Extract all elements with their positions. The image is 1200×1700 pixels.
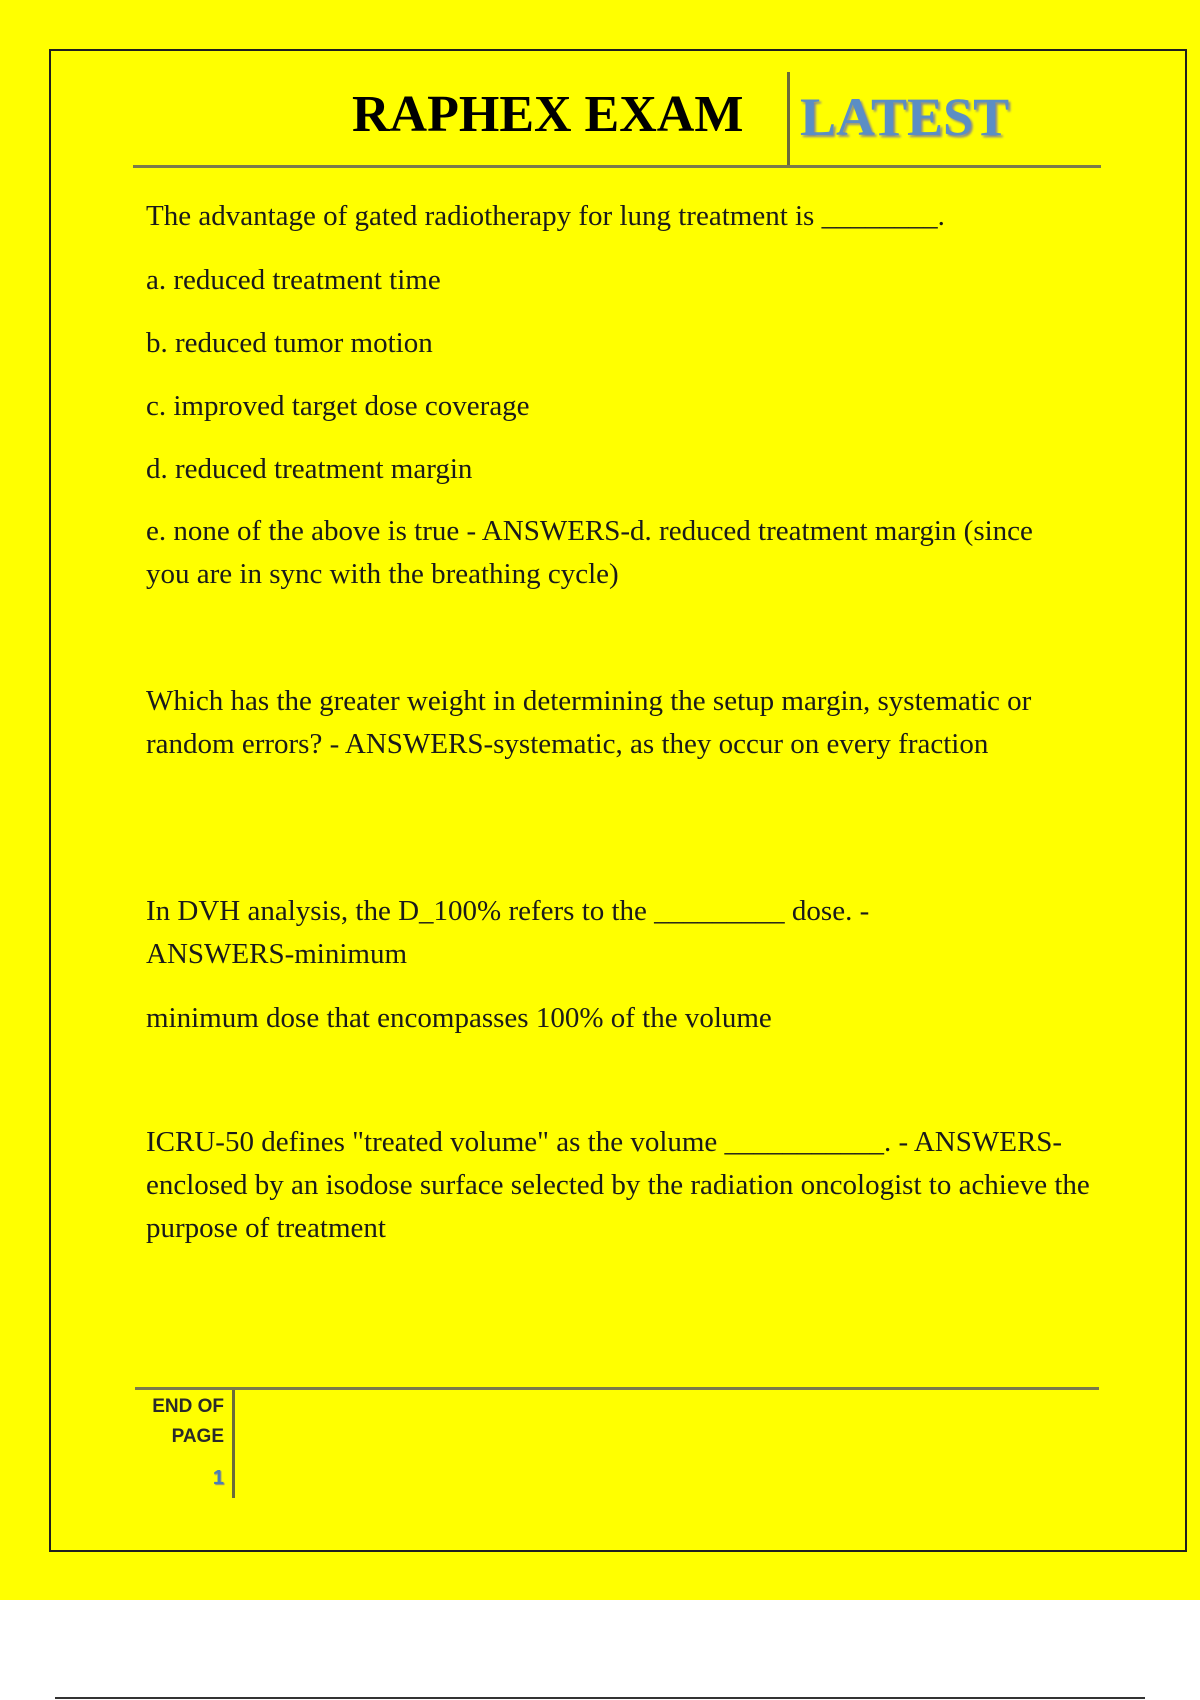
question-2: Which has the greater weight in determining the setup margin, systematic or random errors? - ANSWERS-systematic, as they occur on every fraction <box>146 685 1032 760</box>
document-title-accent: LATEST <box>800 87 1010 147</box>
question-1-option-c: c. improved target dose coverage <box>146 390 530 422</box>
question-1-option-a: a. reduced treatment time <box>146 264 441 296</box>
footer-divider <box>232 1390 235 1498</box>
header-divider <box>787 72 790 168</box>
question-1-option-e-answer: e. none of the above is true - ANSWERS-d. reduced treatment margin (since you are in sync with the breathing cycle) <box>146 515 1033 590</box>
question-4: ICRU-50 defines "treated volume" as the volume ___________. - ANSWERS-enclosed by an isodose surface selected by the radiation oncologist to achieve the purpose of treatment <box>146 1126 1090 1244</box>
footer-label-line-2: PAGE <box>171 1426 224 1447</box>
bottom-rule <box>55 1697 1145 1699</box>
question-1-stem: The advantage of gated radiotherapy for lung treatment is ________. <box>146 200 945 232</box>
document-title: RAPHEX EXAM <box>352 86 744 143</box>
question-1-option-d: d. reduced treatment margin <box>146 453 473 485</box>
question-3: In DVH analysis, the D_100% refers to the _________ dose. - ANSWERS-minimum <box>146 895 870 970</box>
header-rule <box>133 165 1101 168</box>
question-1-option-b: b. reduced tumor motion <box>146 327 433 359</box>
question-3-note: minimum dose that encompasses 100% of the volume <box>146 1002 772 1034</box>
footer-label-line-1: END OF <box>152 1396 224 1417</box>
footer-rule <box>135 1387 1099 1390</box>
page-number: 1 <box>212 1467 224 1489</box>
